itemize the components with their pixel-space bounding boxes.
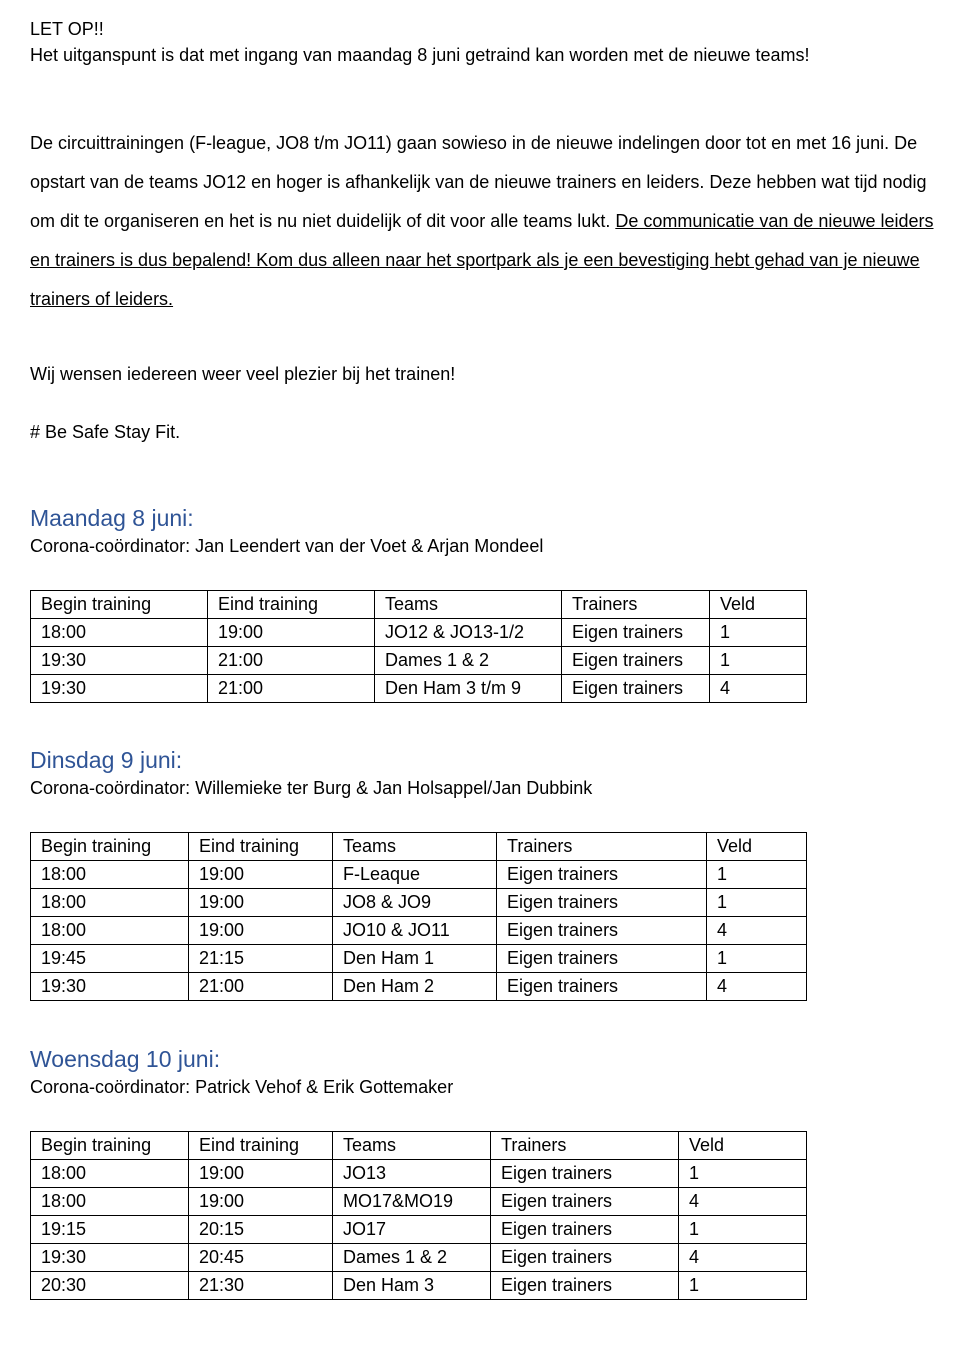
table-cell: 19:30 [31,675,208,703]
table-cell: Eigen trainers [491,1160,679,1188]
table-cell: 21:00 [208,647,375,675]
table-cell: F-Leaque [333,861,497,889]
day-heading: Dinsdag 9 juni: [30,747,183,773]
day-section-monday [30,503,756,698]
table-cell: JO10 & JO11 [333,917,497,945]
header-cell: Trainers [562,591,710,619]
table-cell: 1 [707,945,807,973]
table-cell: 19:00 [208,619,375,647]
table-cell: 21:00 [208,675,375,703]
document-page [30,16,950,445]
intro-plain-text: De circuittrainingen (F-league, JO8 t/m JO11) gaan sowieso in de nieuwe indelingen door tot en met 16 juni. De opstart van de teams JO12 en hoger is afhankelijk van de nieuwe trainers en leiders. Deze hebben wat tijd nodig om dit te organiseren en het is nu niet duidelijk of dit voor alle teams lukt. [30,133,927,231]
table-cell: JO8 & JO9 [333,889,497,917]
table-row [31,1188,807,1216]
table-cell: JO13 [333,1160,491,1188]
table-cell: Dames 1 & 2 [333,1244,491,1272]
table-cell: 4 [707,917,807,945]
table-row [31,647,807,675]
header-cell: Veld [710,591,807,619]
table-cell: Eigen trainers [497,945,707,973]
table-row [31,1272,807,1300]
header-cell: Teams [333,833,497,861]
table-cell: 19:00 [189,1188,333,1216]
table-cell: 18:00 [31,619,208,647]
table-cell: JO17 [333,1216,491,1244]
notice-line: Het uitganspunt is dat met ingang van maandag 8 juni getraind kan worden met de nieuwe teams! [30,45,810,65]
table-cell: 4 [679,1188,807,1216]
table-cell: MO17&MO19 [333,1188,491,1216]
corona-coordinator: Corona-coördinator: Willemieke ter Burg & Jan Holsappel/Jan Dubbink [30,778,593,798]
table-cell: Den Ham 3 [333,1272,491,1300]
table-cell: 20:30 [31,1272,189,1300]
table-cell: 4 [679,1244,807,1272]
table-cell: 18:00 [31,1160,189,1188]
table-cell: 19:30 [31,1244,189,1272]
header-cell: Trainers [491,1132,679,1160]
table-row [31,945,807,973]
table-cell: 4 [707,973,807,1001]
hashtag-text: # Be Safe Stay Fit. [30,422,181,442]
header-cell: Eind training [208,591,375,619]
table-cell: 19:15 [31,1216,189,1244]
table-cell: Eigen trainers [491,1272,679,1300]
table-cell: 4 [710,675,807,703]
table-cell: Eigen trainers [497,861,707,889]
table-cell: 21:00 [189,973,333,1001]
table-row [31,889,807,917]
table-row [31,1160,807,1188]
corona-coordinator: Corona-coördinator: Patrick Vehof & Erik Gottemaker [30,1077,454,1097]
table-header-row [31,833,807,861]
corona-coordinator: Corona-coördinator: Jan Leendert van der Voet & Arjan Mondeel [30,536,544,556]
header-cell: Teams [375,591,562,619]
table-cell: Eigen trainers [562,675,710,703]
header-cell: Begin training [31,833,189,861]
table-cell: 18:00 [31,889,189,917]
header-cell: Teams [333,1132,491,1160]
table-cell: 21:30 [189,1272,333,1300]
table-cell: 21:15 [189,945,333,973]
header-cell: Trainers [497,833,707,861]
table-cell: 19:45 [31,945,189,973]
header-cell: Eind training [189,1132,333,1160]
table-cell: 1 [679,1272,807,1300]
table-cell: 19:30 [31,973,189,1001]
wish-text: Wij wensen iedereen weer veel plezier bij het trainen! [30,364,456,384]
table-cell: Den Ham 3 t/m 9 [375,675,562,703]
table-cell: 20:45 [189,1244,333,1272]
table-cell: 19:30 [31,647,208,675]
table-cell: Eigen trainers [497,889,707,917]
table-cell: 1 [679,1216,807,1244]
table-row [31,973,807,1001]
table-cell: 1 [679,1160,807,1188]
table-cell: 18:00 [31,861,189,889]
intro-underlined-text: De communicatie van de nieuwe leiders en trainers is dus bepalend! Kom dus alleen naar het sportpark als je een bevestiging hebt gehad van je nieuwe trainers of leiders. [30,211,934,309]
table-cell: Den Ham 1 [333,945,497,973]
table-row [31,861,807,889]
schedule-table [30,1131,807,1300]
table-cell: Dames 1 & 2 [375,647,562,675]
notice-title: LET OP!! [30,19,104,39]
day-heading: Maandag 8 juni: [30,505,194,531]
table-cell: 1 [710,619,807,647]
table-cell: Eigen trainers [562,619,710,647]
day-section-wednesday [30,1044,725,1295]
table-cell: Eigen trainers [491,1188,679,1216]
intro-paragraph [30,124,950,319]
table-cell: 19:00 [189,861,333,889]
table-row [31,1216,807,1244]
table-cell: 18:00 [31,917,189,945]
schedule-table [30,832,807,1001]
header-cell: Begin training [31,1132,189,1160]
schedule-table [30,590,807,703]
table-cell: JO12 & JO13-1/2 [375,619,562,647]
table-cell: 19:00 [189,917,333,945]
table-header-row [31,1132,807,1160]
table-cell: Den Ham 2 [333,973,497,1001]
table-cell: 19:00 [189,889,333,917]
table-cell: Eigen trainers [497,917,707,945]
header-cell: Veld [679,1132,807,1160]
table-cell: Eigen trainers [497,973,707,1001]
table-cell: 19:00 [189,1160,333,1188]
table-row [31,619,807,647]
table-cell: 1 [707,889,807,917]
header-cell: Veld [707,833,807,861]
table-row [31,675,807,703]
day-heading: Woensdag 10 juni: [30,1046,221,1072]
table-cell: Eigen trainers [491,1244,679,1272]
table-cell: Eigen trainers [562,647,710,675]
table-cell: 20:15 [189,1216,333,1244]
table-header-row [31,591,807,619]
header-cell: Begin training [31,591,208,619]
table-cell: 1 [710,647,807,675]
table-cell: Eigen trainers [491,1216,679,1244]
table-row [31,917,807,945]
table-cell: 1 [707,861,807,889]
header-cell: Eind training [189,833,333,861]
day-section-tuesday [30,745,753,996]
table-cell: 18:00 [31,1188,189,1216]
table-row [31,1244,807,1272]
